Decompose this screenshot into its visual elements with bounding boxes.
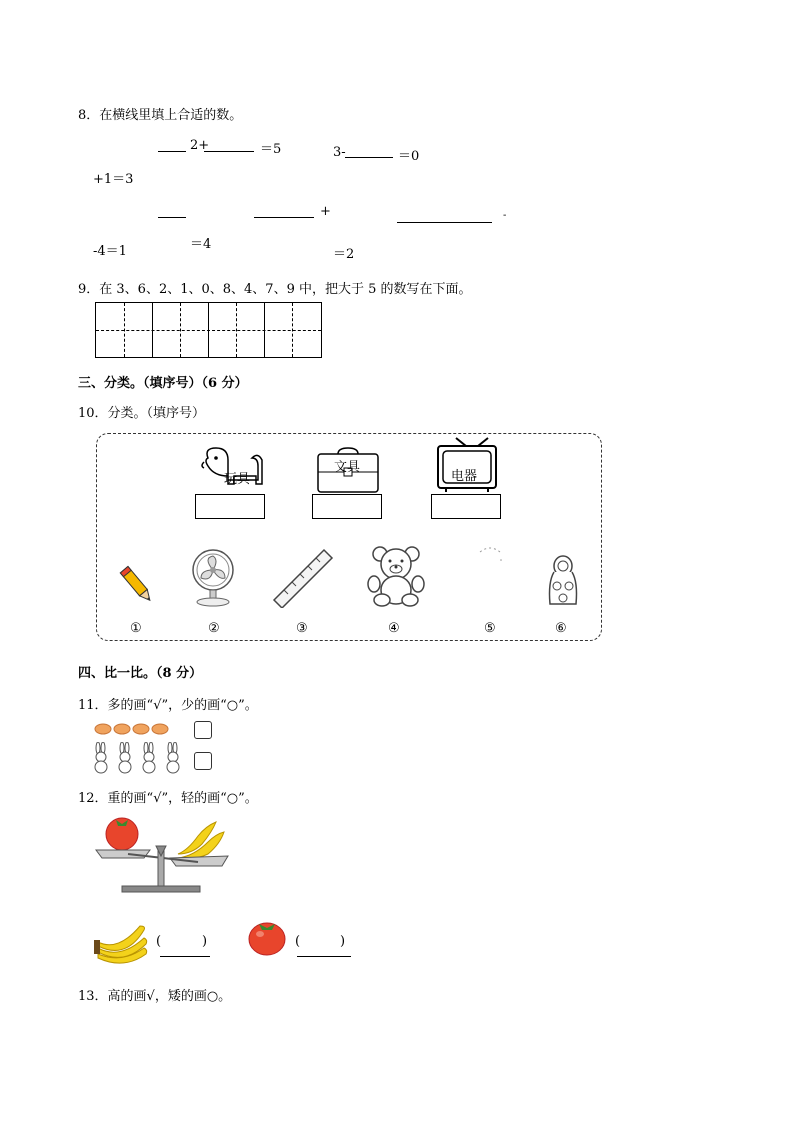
item-number-5: ⑤	[484, 621, 496, 636]
balance-scale-icon	[94, 816, 234, 896]
q8-blank-2[interactable]	[204, 151, 254, 152]
ruler-icon	[272, 546, 336, 608]
paren-close-tomato: )	[340, 934, 346, 949]
grid-mid-dash	[96, 330, 321, 331]
q8-text-eq0: ＝0	[398, 149, 420, 164]
answer-blank-bananas[interactable]	[160, 956, 210, 957]
item-number-1: ①	[130, 621, 142, 636]
q8-text-plus: +	[320, 204, 331, 219]
rabbit-icon	[143, 742, 155, 773]
q13-title: 13．高的画√，矮的画○。	[78, 989, 232, 1004]
nesting-doll-icon	[547, 554, 579, 608]
q8-blank-3[interactable]	[345, 157, 393, 158]
q8-blank-6[interactable]	[397, 222, 492, 223]
q8-text-eq4: ＝4	[190, 237, 212, 252]
paren-close-bananas: )	[202, 934, 208, 949]
category-label-stationery: 文具	[334, 460, 361, 475]
egg-icon	[95, 724, 111, 734]
rabbit-icon	[95, 742, 107, 773]
item-number-2: ②	[208, 621, 220, 636]
answer-box-stationery[interactable]	[312, 494, 382, 519]
category-label-toy: 玩具	[224, 472, 251, 487]
answer-square-rabbits[interactable]	[194, 752, 212, 770]
q10-title: 10．分类。（填序号）	[78, 406, 206, 421]
teddy-bear-icon	[364, 544, 428, 608]
egg-icon	[152, 724, 168, 734]
q8-text-2plus: 2+	[190, 138, 210, 153]
q8-blank-4[interactable]	[158, 217, 186, 218]
bananas-icon	[94, 920, 148, 964]
egg-icon	[114, 724, 130, 734]
section-4-title: 四、比一比。（8 分）	[78, 666, 203, 681]
item-number-6: ⑥	[555, 621, 567, 636]
pencil-icon	[118, 563, 156, 607]
paren-open-bananas: (	[156, 934, 162, 949]
answer-blank-tomato[interactable]	[297, 956, 351, 957]
tomato-icon	[247, 918, 287, 956]
rabbit-icon	[119, 742, 131, 773]
q9-title: 9．在 3、6、2、1、0、8、4、7、9 中，把大于 5 的数写在下面。	[78, 282, 472, 297]
section-3-title: 三、分类。（填序号）（6 分）	[78, 376, 248, 391]
q8-blank-5[interactable]	[254, 217, 314, 218]
q8-text-plus1: +1＝3	[93, 172, 134, 187]
q8-text-minus4: -4＝1	[93, 244, 127, 259]
q9-writing-grid[interactable]	[95, 302, 322, 358]
item-number-3: ③	[296, 621, 308, 636]
paren-open-tomato: (	[295, 934, 301, 949]
blank-image-icon	[476, 544, 506, 564]
fan-icon	[190, 548, 236, 608]
answer-box-appliance[interactable]	[431, 494, 501, 519]
answer-square-eggs[interactable]	[194, 721, 212, 739]
item-number-4: ④	[388, 621, 400, 636]
q8-text-minus: -	[503, 210, 507, 221]
rabbits-row	[92, 742, 188, 774]
q8-blank-1[interactable]	[158, 151, 186, 152]
q8-title: 8．在横线里填上合适的数。	[78, 108, 243, 123]
q11-title: 11．多的画“√”，少的画“○”。	[78, 698, 258, 713]
answer-box-toy[interactable]	[195, 494, 265, 519]
category-label-appliance: 电器	[451, 469, 478, 484]
rabbit-icon	[167, 742, 179, 773]
egg-icon	[133, 724, 149, 734]
eggs-row	[94, 722, 170, 736]
q12-title: 12．重的画“√”，轻的画“○”。	[78, 791, 258, 806]
q8-text-eq5: ＝5	[260, 142, 282, 157]
q8-text-eq2: ＝2	[333, 247, 355, 262]
q8-text-3minus: 3-	[333, 145, 346, 160]
